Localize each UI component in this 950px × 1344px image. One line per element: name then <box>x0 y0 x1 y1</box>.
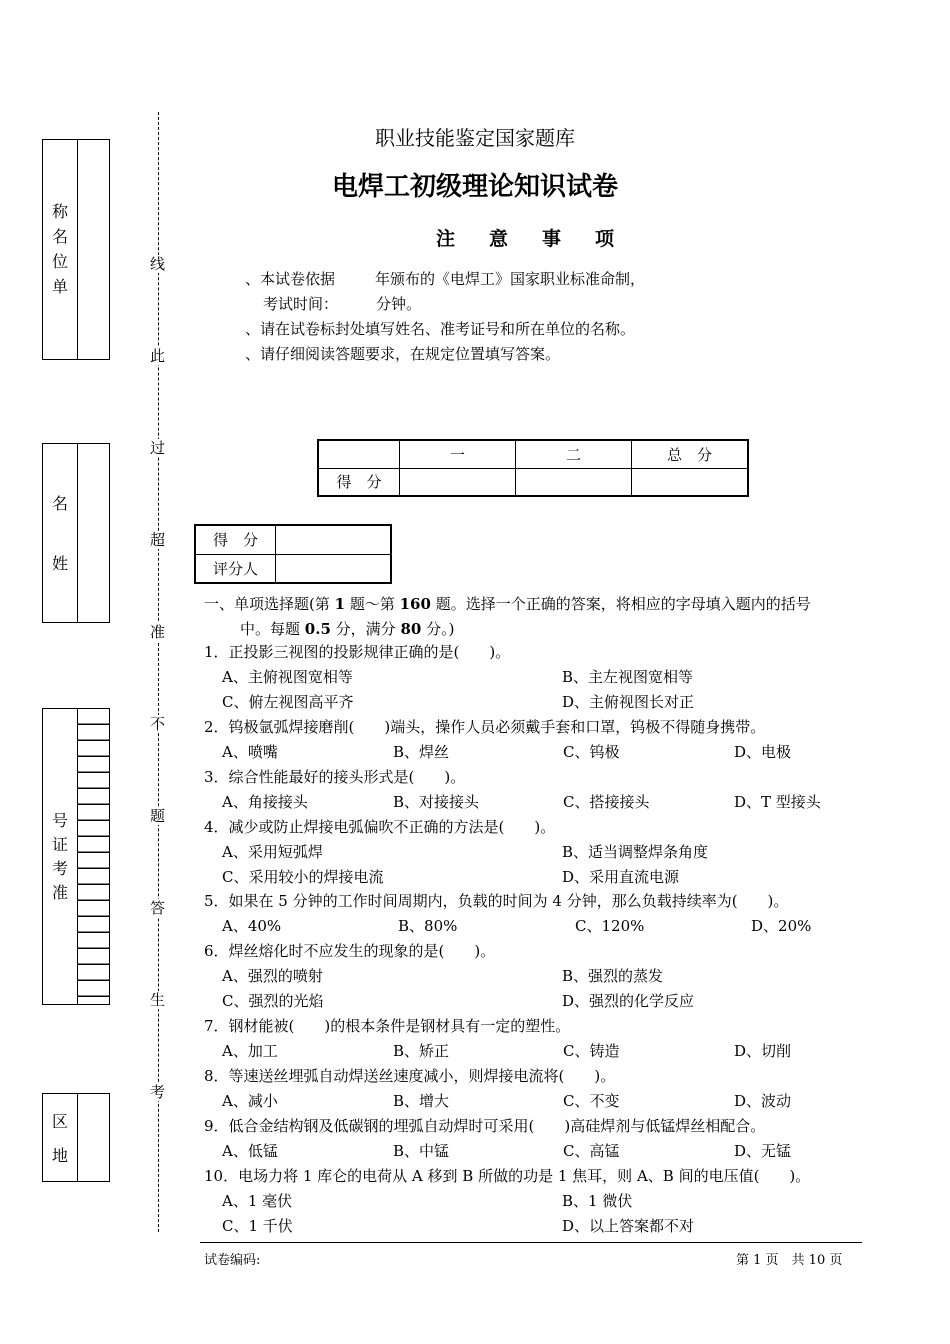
answer-option[interactable]: C、搭接接头 <box>563 793 650 811</box>
answer-option[interactable]: B、80% <box>398 917 458 935</box>
answer-option[interactable]: C、120% <box>575 917 645 935</box>
cut-line-char: 过 <box>150 439 166 457</box>
cut-line-char: 准 <box>150 623 166 641</box>
answer-option[interactable]: D、波动 <box>734 1092 792 1110</box>
answer-option[interactable]: C、不变 <box>563 1092 620 1110</box>
answer-option[interactable]: A、40% <box>222 917 282 935</box>
score-table-header: 二 <box>516 440 632 468</box>
grader-name-cell[interactable] <box>276 554 392 583</box>
answer-option[interactable]: B、1 微伏 <box>562 1192 633 1210</box>
region-box <box>42 1093 110 1182</box>
question-stem: 7．钢材能被( )的根本条件是钢材具有一定的塑性。 <box>204 1017 571 1035</box>
score-cell-total[interactable] <box>632 468 749 496</box>
notice-heading: 注意事项 <box>436 228 649 250</box>
note-1: 、本试卷依据 年颁布的《电焊工》国家职业标准命制， <box>245 270 646 288</box>
answer-option[interactable]: A、减小 <box>222 1092 278 1110</box>
answer-option[interactable]: D、以上答案都不对 <box>562 1217 695 1235</box>
answer-option[interactable]: C、铸造 <box>563 1042 620 1060</box>
footer-rule <box>200 1242 862 1243</box>
cut-line-char: 不 <box>150 715 166 733</box>
exam-code-label: 试卷编码: <box>204 1253 261 1268</box>
score-cell-2[interactable] <box>516 468 632 496</box>
question-stem: 5．如果在 5 分钟的工作时间周期内，负载的时间为 4 分钟，那么负载持续率为( )。 <box>204 892 789 910</box>
answer-option[interactable]: C、高锰 <box>563 1142 620 1160</box>
answer-option[interactable]: B、焊丝 <box>393 743 450 761</box>
score-summary-table <box>317 439 749 497</box>
exam-id-box <box>42 708 110 1005</box>
answer-option[interactable]: A、强烈的喷射 <box>222 967 323 985</box>
unit-name-label: 称 名 位 单 <box>51 202 68 296</box>
score-row-label: 得 分 <box>318 468 400 496</box>
grader-score-label: 得 分 <box>195 525 276 554</box>
answer-option[interactable]: A、角接接头 <box>222 793 308 811</box>
score-table-header: 总 分 <box>632 440 749 468</box>
answer-option[interactable]: A、采用短弧焊 <box>222 843 323 861</box>
answer-option[interactable]: A、1 毫伏 <box>222 1192 293 1210</box>
answer-option[interactable]: C、1 千伏 <box>222 1217 293 1235</box>
cut-line-char: 此 <box>150 347 166 365</box>
answer-option[interactable]: C、钨极 <box>563 743 620 761</box>
answer-option[interactable]: B、对接接头 <box>393 793 480 811</box>
section-instructions: 一、单项选择题(第 1 题～第 160 题。选择一个正确的答案，将相应的字母填入题内的括号 <box>204 595 811 613</box>
note-1-time: 考试时间： 分钟。 <box>263 295 422 313</box>
cut-line-char: 超 <box>150 531 166 549</box>
name-box <box>42 443 110 623</box>
score-table-header <box>318 440 400 468</box>
answer-option[interactable]: C、俯左视图高平齐 <box>222 693 354 711</box>
score-table-header: 一 <box>400 440 516 468</box>
exam-bank-subtitle: 职业技能鉴定国家题库 <box>375 126 575 150</box>
section-instructions-2: 中。每题 0.5 分，满分 80 分。) <box>240 620 455 638</box>
answer-option[interactable]: D、强烈的化学反应 <box>562 992 695 1010</box>
answer-option[interactable]: A、喷嘴 <box>222 743 278 761</box>
answer-option[interactable]: B、适当调整焊条角度 <box>562 843 709 861</box>
answer-option[interactable]: B、主左视图宽相等 <box>562 668 694 686</box>
page-indicator: 第 1 页 共 10 页 <box>736 1253 843 1268</box>
answer-option[interactable]: D、无锰 <box>734 1142 792 1160</box>
answer-option[interactable]: C、强烈的光焰 <box>222 992 324 1010</box>
answer-option[interactable]: A、加工 <box>222 1042 278 1060</box>
answer-option[interactable]: D、T 型接头 <box>734 793 821 811</box>
question-stem: 4．减少或防止焊接电弧偏吹不正确的方法是( )。 <box>204 818 556 836</box>
question-stem: 1．正投影三视图的投影规律正确的是( )。 <box>204 643 511 661</box>
question-stem: 2．钨极氩弧焊接磨削( )端头，操作人员必须戴手套和口罩，钨极不得随身携带。 <box>204 718 766 736</box>
answer-option[interactable]: D、主俯视图长对正 <box>562 693 695 711</box>
answer-option[interactable]: B、强烈的蒸发 <box>562 967 664 985</box>
question-stem: 3．综合性能最好的接头形式是( )。 <box>204 768 466 786</box>
answer-option[interactable]: D、20% <box>751 917 812 935</box>
grader-table <box>194 524 392 584</box>
grader-label: 评分人 <box>195 554 276 583</box>
note-2: 、请在试卷标封处填写姓名、准考证号和所在单位的名称。 <box>245 320 636 338</box>
answer-option[interactable]: B、矫正 <box>393 1042 450 1060</box>
name-label: 名 姓 <box>51 494 68 573</box>
question-stem: 6．焊丝熔化时不应发生的现象的是( )。 <box>204 942 496 960</box>
cut-line-char: 生 <box>150 991 166 1009</box>
exam-id-grid <box>77 709 109 1004</box>
question-stem: 10．电场力将 1 库仑的电荷从 A 移到 B 所做的功是 1 焦耳，则 A、B 间的电压值( )。 <box>204 1167 811 1185</box>
answer-option[interactable]: A、主俯视图宽相等 <box>222 668 353 686</box>
cut-line <box>158 112 159 1232</box>
answer-option[interactable]: A、低锰 <box>222 1142 278 1160</box>
answer-option[interactable]: D、切削 <box>734 1042 792 1060</box>
note-3: 、请仔细阅读答题要求，在规定位置填写答案。 <box>245 345 561 363</box>
answer-option[interactable]: D、采用直流电源 <box>562 868 680 886</box>
region-label: 区 地 <box>51 1112 68 1165</box>
answer-option[interactable]: B、增大 <box>393 1092 450 1110</box>
answer-option[interactable]: D、电极 <box>734 743 792 761</box>
exam-title: 电焊工初级理论知识试卷 <box>331 172 618 202</box>
answer-option[interactable]: B、中锰 <box>393 1142 450 1160</box>
question-stem: 8．等速送丝埋弧自动焊送丝速度减小，则焊接电流将( )。 <box>204 1067 616 1085</box>
cut-line-char: 答 <box>150 899 166 917</box>
cut-line-char: 题 <box>150 807 166 825</box>
question-stem: 9．低合金结构钢及低碳钢的埋弧自动焊时可采用( )高硅焊剂与低锰焊丝相配合。 <box>204 1117 766 1135</box>
cut-line-char: 线 <box>150 255 166 273</box>
grader-score-cell[interactable] <box>276 525 392 554</box>
exam-id-label: 号 证 考 准 <box>51 811 68 902</box>
score-cell-1[interactable] <box>400 468 516 496</box>
cut-line-char: 考 <box>150 1083 166 1101</box>
answer-option[interactable]: C、采用较小的焊接电流 <box>222 868 384 886</box>
